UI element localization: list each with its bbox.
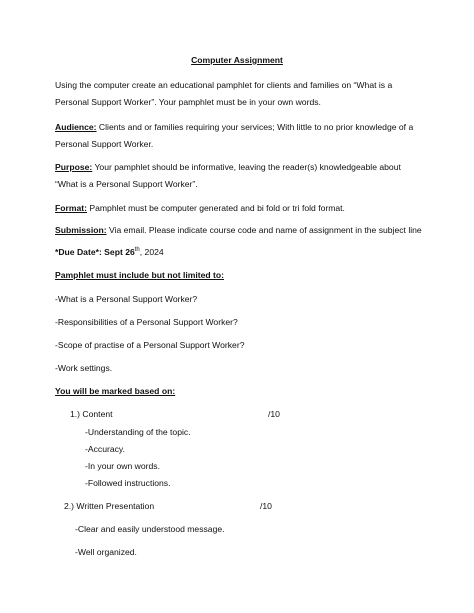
intro-line-1: Using the computer create an educational pamphlet for clients and families on “What is a [55, 80, 393, 90]
audience-label: Audience: [55, 122, 97, 132]
marking-criterion: -Accuracy. [85, 444, 125, 454]
marking-criterion: -Well organized. [75, 547, 137, 557]
format-text: Pamphlet must be computer generated and bi fold or tri fold format. [87, 203, 345, 213]
purpose-text: Your pamphlet should be informative, leaving the reader(s) knowledgeable about [92, 162, 401, 172]
marking-section-label: 2.) Written Presentation [64, 501, 155, 511]
audience-line-1 [55, 122, 413, 132]
marking-section-score: /10 [268, 409, 280, 419]
due-date-suffix: th [134, 247, 140, 254]
purpose-line-1 [55, 162, 401, 172]
include-item: -Work settings. [55, 363, 113, 373]
format-label: Format: [55, 203, 87, 213]
include-item: -What is a Personal Support Worker? [55, 294, 198, 304]
marking-section-score: /10 [260, 501, 272, 511]
include-heading: Pamphlet must include but not limited to: [55, 270, 225, 280]
due-date-year: , 2024 [139, 247, 164, 257]
document-title: Computer Assignment [191, 55, 283, 65]
audience-line-2: Personal Support Worker. [55, 139, 154, 149]
purpose-line-2: “What is a Personal Support Worker”. [55, 179, 198, 189]
marking-criterion: -Understanding of the topic. [85, 427, 191, 437]
include-item: -Scope of practise of a Personal Support Worker? [55, 340, 245, 350]
due-date-line [55, 247, 164, 257]
intro-line-2: Personal Support Worker”. Your pamphlet must be in your own words. [55, 97, 321, 107]
purpose-label: Purpose: [55, 162, 93, 172]
submission-label: Submission: [55, 225, 107, 235]
marking-heading: You will be marked based on: [55, 386, 176, 396]
marking-criterion: -Followed instructions. [85, 478, 171, 488]
marking-criterion: -In your own words. [85, 461, 160, 471]
audience-text: Clients and or families requiring your services; With little to no prior knowledge of a [96, 122, 414, 132]
submission-text: Via email. Please indicate course code and name of assignment in the subject line [106, 225, 422, 235]
marking-section-label: 1.) Content [70, 409, 113, 419]
include-item: -Responsibilities of a Personal Support Worker? [55, 317, 238, 327]
due-date-label: *Due Date*: Sept 26 [55, 247, 135, 257]
format-line [55, 203, 345, 213]
marking-criterion: -Clear and easily understood message. [75, 524, 225, 534]
submission-line [55, 225, 422, 235]
